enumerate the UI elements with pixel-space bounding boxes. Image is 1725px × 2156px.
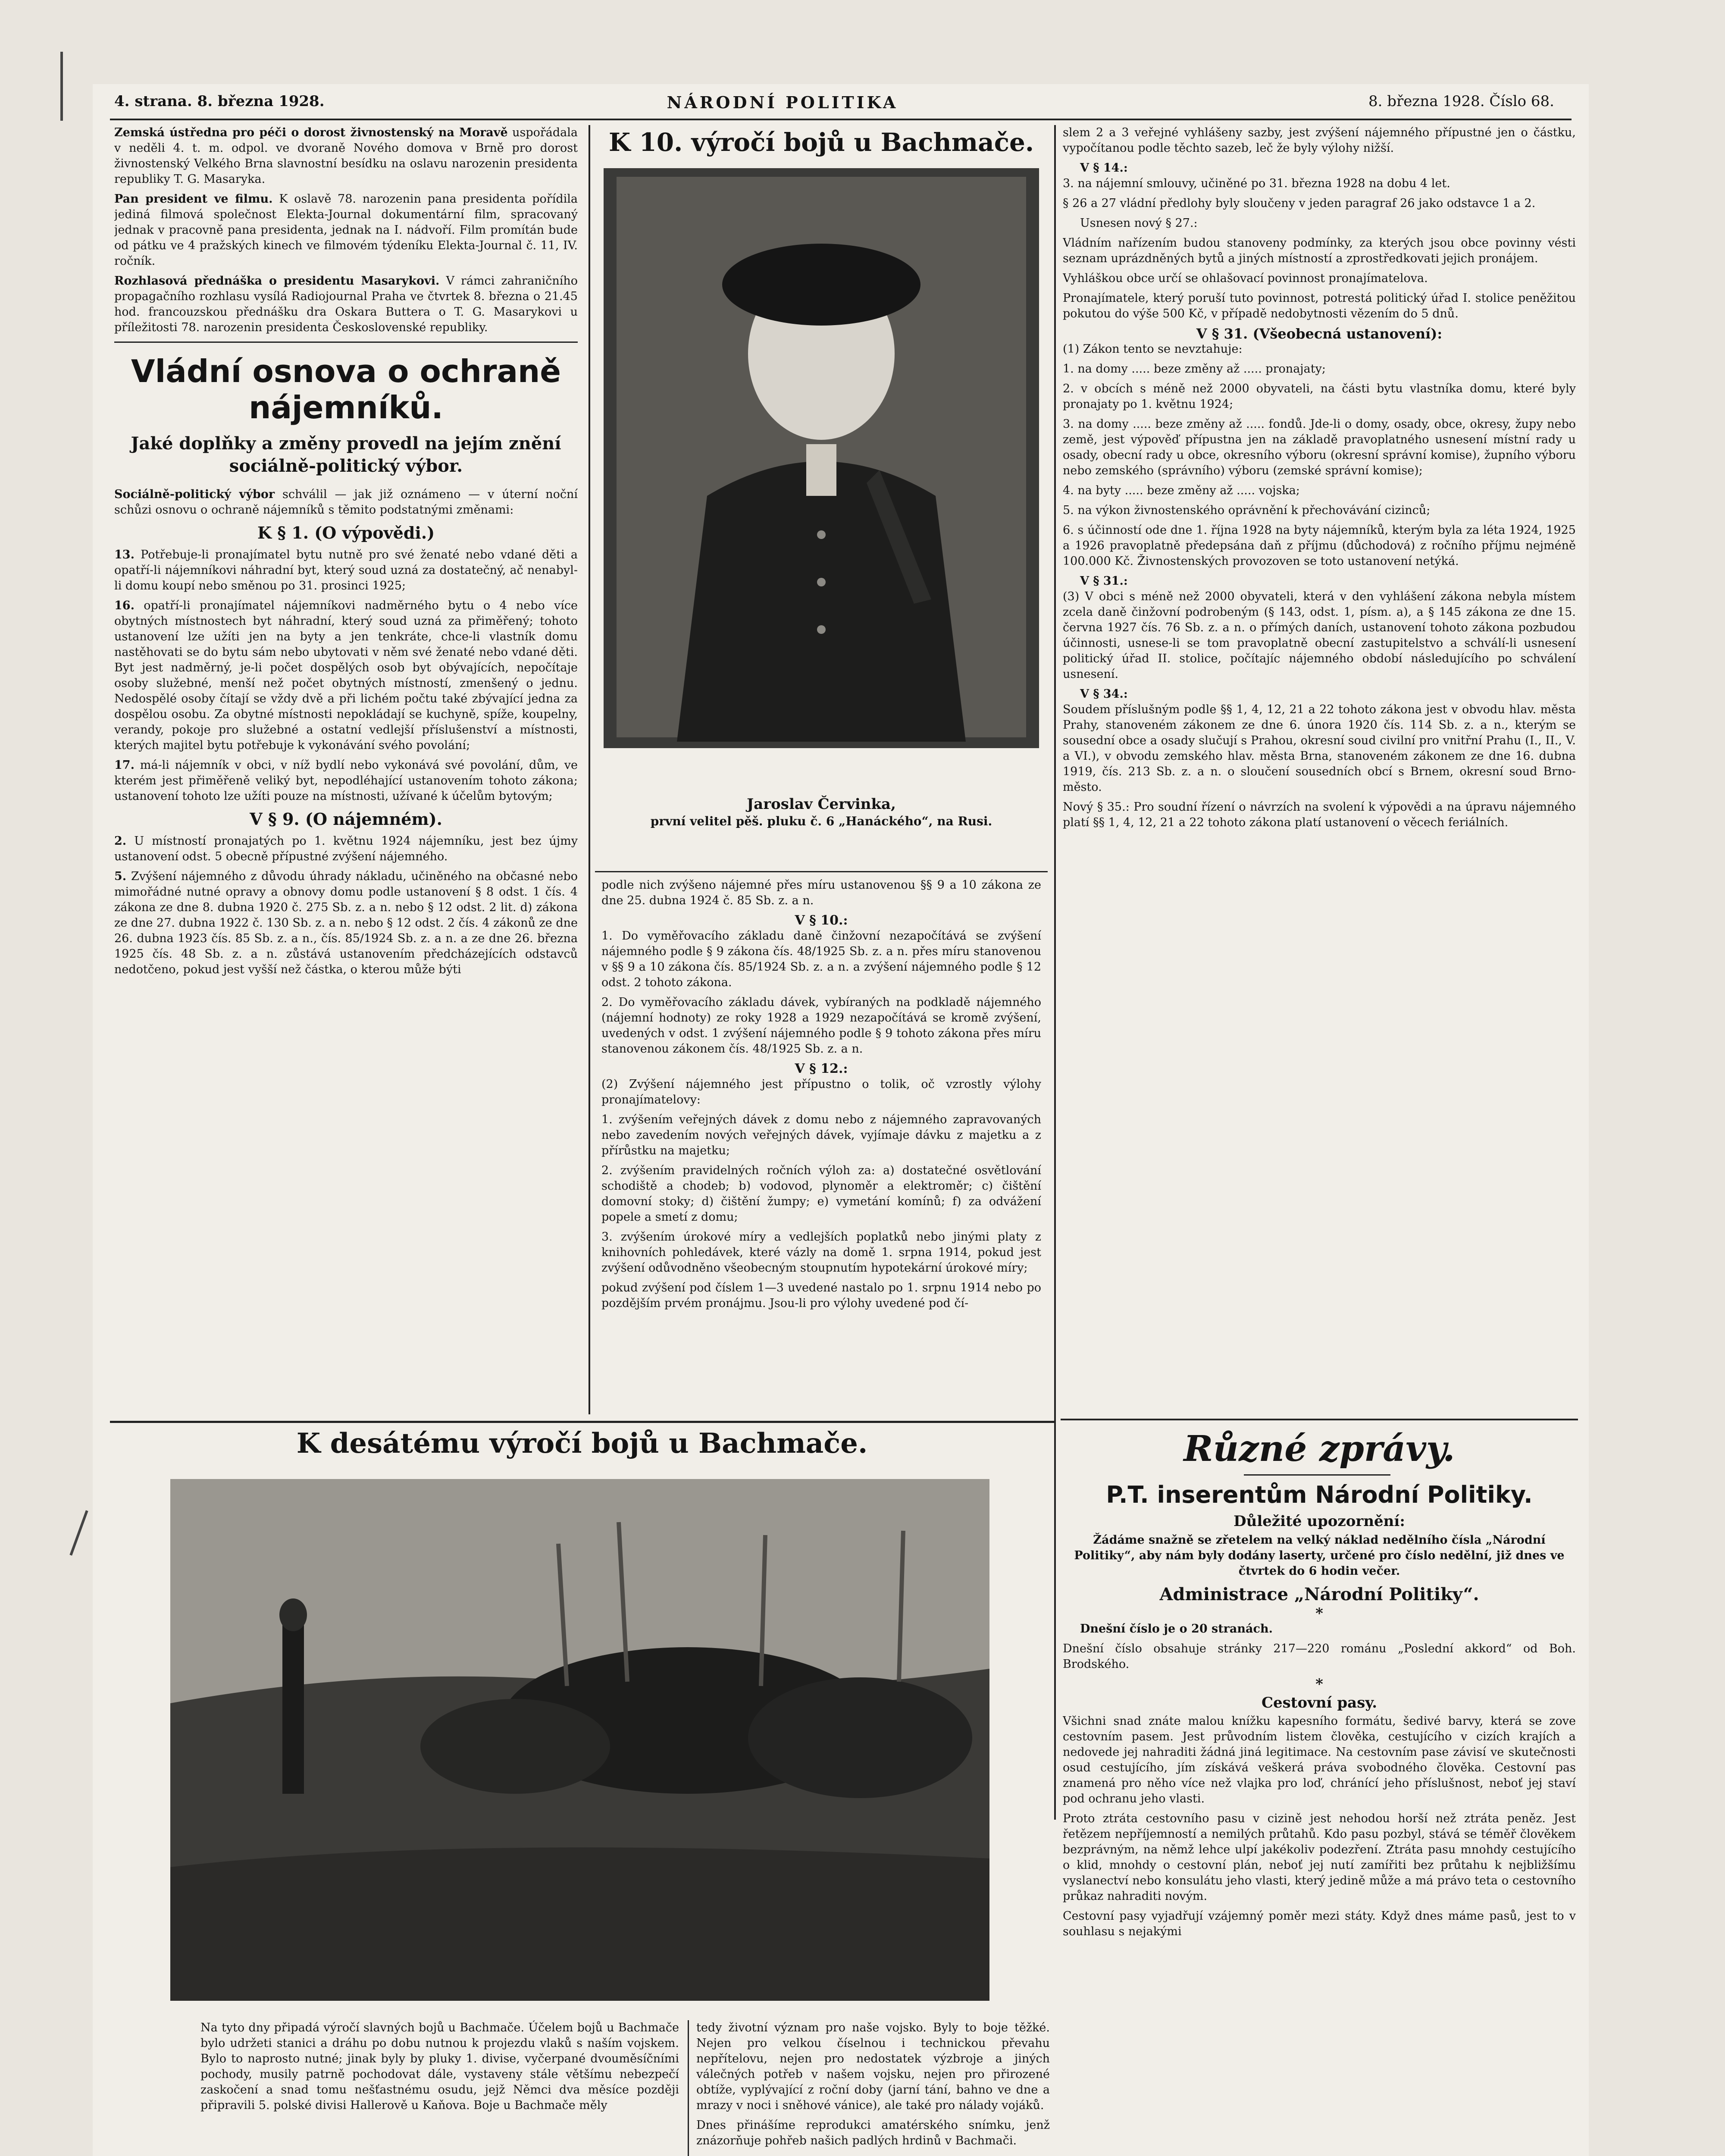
section-heading-9: V § 9. (O nájemném). [250,809,442,829]
newspaper-page [93,84,1589,2156]
article-subheadline: Jaké doplňky a změny provedl na jejím znění sociálně-politický výbor. [131,433,561,476]
intro-paragraph [114,125,578,187]
radio-text: V rámci zahraničního propagačního rozhlasu vysílá Radiojournal Praha ve čtvrtek 8. března o 21.45 hod. francouzskou přednášku dra Oskara Buttera o T. G. Masarykovi u příležitosti 78. narozenin presidenta Československé republiky. [114,274,578,334]
radio-paragraph [114,273,578,335]
c3-p-14: 3. na nájemní smlouvy, učiněné po 31. března 1928 na dobu 4 let. [1063,177,1450,190]
c3-sec-31: V § 31. (Všeobecná ustanovení): [1196,326,1443,342]
center-headline: K 10. výročí bojů u Bachmače. [608,128,1034,157]
clause-16-num: 16. [114,599,135,612]
c3-p-34: Soudem příslušným podle §§ 1, 4, 12, 21 a 22 tohoto zákona jest v obvodu hlav. města Prahy, stanoveném zákonem ze dne 6. února 1920 čís. 114 Sb. z. a n., kterým se sousední obce a osady slučují s Prahou, okresní soud civilní pro vnitřní Prahu (I., II., V. a VI.), v obvodu zemského hlav. města Brna, stanoveném zákonem ze dne 16. dubna 1919, čís. 213 Sb. z. a n. o sloučení sousedních obcí s Brnem, okresní soud Brno-město. [1063,703,1576,794]
c3-sec-14: V § 14.: [1080,161,1128,175]
clause-17-num: 17. [114,758,135,772]
c3-p-27b: Vyhláškou obce určí se ohlašovací povinnost pronajímatelova. [1063,272,1428,285]
film-paragraph [114,191,578,269]
center-p-10-2: 2. Do vyměřovacího základu dávek, vybíraných na podkladě nájemného (nájemní hodnoty) ze roky 1928 a 1929 nezapočítává se kromě zvýšení, uvedených v odst. 1 zvýšení nájemného podle § 9 tohoto zákona přes míru stanovenou zákonem čís. 48/1925 Sb. z. a n. [601,996,1041,1056]
lead-bold: Sociálně-politický výbor [114,488,275,501]
lead-paragraph [114,487,578,518]
clause-13-num: 13. [114,548,135,561]
separator-star-2: * [1315,1676,1323,1693]
clause-13 [114,547,578,594]
center-p-12: (2) Zvýšení nájemného jest přípustno o tolik, oč vzrostly výlohy pronajímatelovy: [601,1078,1041,1106]
center-p-10-1: 1. Do vyměřovacího základu daně činžovní nezapočítává se zvýšení nájemného podle § 9 zákona čís. 48/1925 Sb. z. a n. přes míru stanovenou v §§ 9 a 10 zákona čís. 85/1924 Sb. z. a n. a zvýšení nájemného podle § 12 odst. 2 tohoto zákona. [601,929,1041,989]
notice-heading: Důležité upozornění: [1233,1513,1405,1530]
center-p-12-3: 3. zvýšením úrokové míry a vedlejších poplatků nebo jinými platy z knihovních pohledávek, které vázly na domě 1. srpna 1914, pokud jest zvýšení odůvodněno všeobecným stoupnutím hypotekární úrokové míry; [601,1230,1041,1275]
portrait-photo [604,168,1039,748]
ruzne-zpravy-heading: Různé zprávy. [1183,1428,1455,1470]
c3-sec-31b: V § 31.: [1080,574,1128,588]
bottom-article-top-rule [110,1421,1054,1423]
c3-p-27a: Vládním nařízením budou stanoveny podmínky, za kterých jsou obce povinny vésti seznam uprázdněných bytů a jiných místností a zprostředkovati jejich pronájem. [1063,236,1576,265]
column-rule-2 [1054,125,1056,1820]
bottom-right-paragraph-1: tedy životní význam pro naše vojsko. Byly to boje těžké. Nejen pro velkou číselnou i technickou převahu nepřítelovu, nejen pro nedostatek výzbroje a jiných válečných potřeb v našem vojsku, nejen pro přirozené obtíže, vyplývající z roční doby (jarní tání, bahno ve dne a mrazy v noci i sněhové vánice), ale také pro nálady vojáků. [696,2021,1050,2112]
c3-p-31b: (3) V obci s méně než 2000 obyvateli, která v den vyhlášení zákona nebyla místem zcela daně činžovní podrobeným (§ 143, odst. 1, písm. a), a § 145 zákona ze dne 15. června 1927 čís. 76 Sb. z. a n. o přímých daních, ustanovení tohoto zákona pozbudou účinnosti, usnese-li se tom pravoplatně obecní zastupitelstvo a schválí-li usnesení politický úřad II. stolice, počítajíc nájemného období následujícího po schválení usnesení. [1063,590,1576,681]
c3-sec-34: V § 34.: [1080,687,1128,701]
administration-signature: Administrace „Národní Politiky“. [1159,1584,1479,1604]
center-p-12-2: 2. zvýšením pravidelných ročních výloh za: a) dostatečné osvětlování schodiště a chodeb; b) vodovod, plynoměr a elektroměr; c) čištění domovní stoky; d) čištění žumpy; e) vymetání komínů; f) za odvážení popele a smetí z domu; [601,1164,1041,1224]
portrait-caption [604,796,1039,830]
funeral-photo [170,1479,989,2001]
c3-p-31: (1) Zákon tento se nevztahuje: [1063,342,1243,356]
scan-mark-middle [69,1510,88,1555]
c3-p-27: Usnesen nový § 27.: [1080,216,1198,230]
today-novel: Dnešní číslo obsahuje stránky 217—220 románu „Poslední akkord“ od Boh. Brodského. [1063,1642,1576,1671]
clause-16-text: opatří-li pronajímatel nájemníkovi nadměrného bytu o 4 nebo více obytných místnostech byt náhradní, který soud uzná za přiměřený; tohoto ustanovení lze užíti jen na byty a jen tenkráte, chce-li vlastník domu nastěhovati se do bytu sám nebo ubytovati v něm své ženaté nebo vdané děti. Byt jest nadměrný, je-li počet dospělých osob byt obývajících, nepočítaje osoby služebné, menší než počet obytných místností, zmenšený o jednu. Nedospělé osoby čítají se vždy dvě a při lichém počtu také zbývající jedna za dospělou osobu. Za obytné místnosti nepokládají se kuchyně, spíže, koupelny, verandy, pokoje pro služebné a ostatní vedlejší příslušenství a místnosti, kterých majitel bytu potřebuje k vykonávání svého povolání; [114,599,578,752]
portrait-image [604,168,1039,748]
ruzne-rule [1244,1474,1390,1476]
center-p-12-1: 1. zvýšením veřejných dávek z domu nebo z nájemného zapravovaných nebo zavedením nových veřejných dávek, vyjímaje dávku z majetku a z přírůstku na majetku; [601,1113,1041,1157]
c3-p-31-5: 5. na výkon živnostenského oprávnění k přechovávání cizinců; [1063,504,1431,517]
scan-mark-top [60,52,63,121]
c3-p1: slem 2 a 3 veřejné vyhlášeny sazby, jest zvýšení nájemného přípustné jen o částku, vypočítanou podle těchto sazeb, leč že byly výlohy nižší. [1063,126,1576,155]
clause-2-num: 2. [114,834,127,848]
passports-heading: Cestovní pasy. [1261,1694,1377,1711]
center-caption-rule [595,871,1048,872]
intro-text: uspořádala v neděli 4. t. m. odpol. ve dvoraně Nového domova v Brně pro dorost živnostenský Velkého Brna slavnostní besídku na oslavu narozenin presidenta republiky T. G. Masaryka. [114,126,578,186]
bottom-column-rule [688,2020,689,2156]
c3-p-35: Nový § 35.: Pro soudní řízení o návrzích na svolení k výpovědi a na úpravu nájemného platí §§ 1, 4, 12, 21 a 22 tohoto zákona platí ustanovení o věcech feriálních. [1063,800,1576,829]
clause-5-num: 5. [114,870,127,883]
bottom-text-left [200,2020,679,2156]
masthead-title: NÁRODNÍ POLITIKA [667,93,899,112]
film-bold: Pan president ve filmu. [114,192,273,206]
lead-text: schválil — jak již oznámeno — v úterní noční schůzi osnovu o ochraně nájemníků s těmito podstatnými změnami: [114,488,578,517]
passports-p1: Všichni snad znáte malou knížku kapesního formátu, šedivé barvy, která se zove cestovním pasem. Jest průvodním listem člověka, cestujícího v cizích krajích a nedovede jej nahraditi žádná jiná legitimace. Na cestovním pase závisí ve skutečnosti osud cestujícího, jím získává veškerá práva svobodného člověka. Cestovní pas znamená pro něho více než vlajka pro loď, chránící jeho příslušnost, neboť jej staví pod ochranu jeho vlasti. [1063,1714,1576,1805]
center-sec-12: V § 12.: [795,1061,848,1076]
caption-text: první velitel pěš. pluku č. 6 „Hanáckého“, na Rusi. [650,814,992,828]
section-heading-1: K § 1. (O výpovědi.) [257,523,435,542]
inserent-heading: P.T. inserentům Národní Politiky. [1106,1481,1533,1508]
c3-p-31-1: 1. na domy ..... beze změny až ..... pronajaty; [1063,362,1326,376]
masthead-left: 4. strana. 8. března 1928. [114,93,325,110]
clause-5 [114,869,578,978]
c3-p-31-4: 4. na byty ..... beze změny až ..... vojska; [1063,484,1300,497]
passports-p3: Cestovní pasy vyjadřují vzájemný poměr mezi státy. Když dnes máme pasů, jest to v souhlasu s nejakými [1063,1909,1576,1938]
clause-16 [114,598,578,753]
center-sec-10: V § 10.: [795,913,848,928]
intro-bold: Zemská ústředna pro péči o dorost živnostenský na Moravě [114,126,508,139]
clause-2-text: U místností pronajatých po 1. květnu 1924 nájemníku, jest bez újmy ustanovení odst. 5 obecně přípustné zvýšení nájemného. [114,834,578,863]
notice-text: Žádáme snažně se zřetelem na velký náklad nedělního čísla „Národní Politiky“, aby nám byly dodány laserty, určené pro číslo nedělní, již dnes ve čtvrtek do 6 hodin večer. [1074,1533,1565,1578]
c3-p-26: § 26 a 27 vládní předlohy byly sloučeny v jeden paragraf 26 jako odstavce 1 a 2. [1063,197,1536,210]
c3-p-31-3: 3. na domy ..... beze změny až ..... fondů. Jde-li o domy, osady, obce, okresy, župy nebo země, jest výpověď přípustna jen na základě pravoplatného usnesení místní rady u osady, obecní rady u obce, okresního výboru (okresní správní komise), župního výboru nebo zemského (správního) výboru (zemské správní komise); [1063,417,1576,477]
clause-2 [114,834,578,865]
bottom-headline: K desátému výročí bojů u Bachmače. [296,1427,868,1460]
c3-p-31-2: 2. v obcích s méně než 2000 obyvateli, na části bytu vlastníka domu, které byly pronajaty po 1. květnu 1924; [1063,382,1576,411]
passports-p2: Proto ztráta cestovního pasu v cizině jest nehodou horší než ztráta peněz. Jest řetězem nepříjemností a nemilých průtahů. Kdo pasu pozbyl, stává se téměř člověkem bezprávným, na němž lehce ulpí jakékoliv podezření. Ztráta pasu mnohdy cestujícího o klid, mnohdy o cestovní plán, neboť jej nutí zamířiti bez průtahu k nejbližšímu vyslanectví nebo konsulátu jeho vlasti, který jedině může a má právo teta o cestovního průkaz nahraditi novým. [1063,1812,1576,1903]
column-rule-1 [589,125,590,1414]
column-3 [1063,125,1576,1419]
caption-name: Jaroslav Červinka, [747,796,896,813]
clause-5-text: Zvýšení nájemného z důvodu úhrady nákladu, učiněného na občasné nebo mimořádné nutné opravy a obnovy domu podle ustanovení § 8 odst. 1 čís. 4 zákona ze dne 8. dubna 1920 č. 275 Sb. z. a n. nebo § 12 odst. 2 lit. d) zákona ze dne 27. dubna 1922 č. 130 Sb. z. a n. nebo § 12 odst. 2 čís. 4 zákonů ze dne 26. dubna 1923 čís. 85 Sb. z. a n., čís. 85/1924 Sb. z. a n. a ze dne 26. března 1925 čís. 48 Sb. z. a n. zůstává ustanovením předcházejících odstavců nedotčeno, pokud jest vyšší než částka, o kterou může býti [114,870,578,976]
center-p-12-4: pokud zvýšení pod číslem 1—3 uvedené nastalo po 1. srpnu 1914 nebo po pozdějším prvém pronájmu. Jsou-li pro výlohy uvedené pod čí- [601,1281,1041,1310]
center-p1: podle nich zvýšeno nájemné přes míru ustanovenou §§ 9 a 10 zákona ze dne 25. dubna 1924 č. 85 Sb. z. a n. [601,878,1041,907]
today-pages: Dnešní číslo je o 20 stranách. [1080,1622,1273,1636]
bottom-text-right [696,2020,1050,2156]
clause-13-text: Potřebuje-li pronajímatel bytu nutně pro své ženaté nebo vdané děti a opatří-li nájemníkovi náhradní byt, který soud uzná za dostatečný, ač nenabyl-li domu koupí nebo směnou po 31. prosinci 1925; [114,548,578,592]
radio-bold: Rozhlasová přednáška o presidentu Masarykovi. [114,274,440,288]
article-headline: Vládní osnova o ochraně nájemníků. [131,353,561,426]
bottom-left-paragraph: Na tyto dny připadá výročí slavných bojů u Bachmače. Účelem bojů u Bachmače bylo udržeti stanici a dráhu po dobu nutnou k projezdu vlaků s naším vojskem. Bylo to naprosto nutné; jinak byly by pluky 1. divise, vyčerpané dvouměsíčními pochody, musily patrně pochodovat dále, vystaveny stále většímu nebezpečí zaskočení a snad tomu nešťastnému osudu, jejž Němci dva měsíce později připravili 5. polské divisi Hallerově u Kaňova. Boje u Bachmače měly [200,2021,679,2112]
bottom-right-paragraph-2: Dnes přinášíme reprodukci amatérského snímku, jenž znázorňuje pohřeb našich padlých hrdinů v Bachmači. [696,2118,1050,2147]
c3-p-27c: Pronajímatele, který poruší tuto povinnost, potrestá politický úřad I. stolice peněžitou pokutou do výše 500 Kč, v případě nedobytnosti vězením do 5 dnů. [1063,291,1576,320]
clause-17 [114,758,578,804]
masthead-rule [110,119,1572,120]
c3-divider [1061,1419,1578,1420]
masthead [93,93,1589,119]
film-text: K oslavě 78. narozenin pana presidenta pořídila jediná filmová společnost Elekta-Journal dokumentární film, spracovaný jednak v pracovně pana presidenta, jednak na I. nádvoří. Film promítán bude od pátku ve 4 pražských kinech ve filmovém týdeníku Elekta-Journal č. 11, IV. ročník. [114,192,578,268]
col1-divider [114,342,578,343]
column-3-news [1063,1425,1576,2156]
funeral-image [170,1479,989,2001]
masthead-right: 8. března 1928. Číslo 68. [1368,93,1554,110]
separator-star-1: * [1315,1605,1323,1622]
column-1 [114,125,578,1419]
c3-p-31-6: 6. s účinností ode dne 1. října 1928 na byty nájemníků, kterým byla za léta 1924, 1925 a 1926 pravoplatně předepsána daň z příjmu (důchodová) z ročního příjmu nejméně 100.000 Kč. Živnostenských provozoven se toto ustanovení netýká. [1063,523,1576,568]
clause-17-text: má-li nájemník v obci, v níž bydlí nebo vykonává své povolání, dům, ve kterém jest přiměřeně veliký byt, nepodléhající ustanovením tohoto zákona; ustanovení tohoto lze užíti pouze na místnosti, užívané k účelům bytovým; [114,758,578,803]
center-column-text [601,877,1041,1412]
